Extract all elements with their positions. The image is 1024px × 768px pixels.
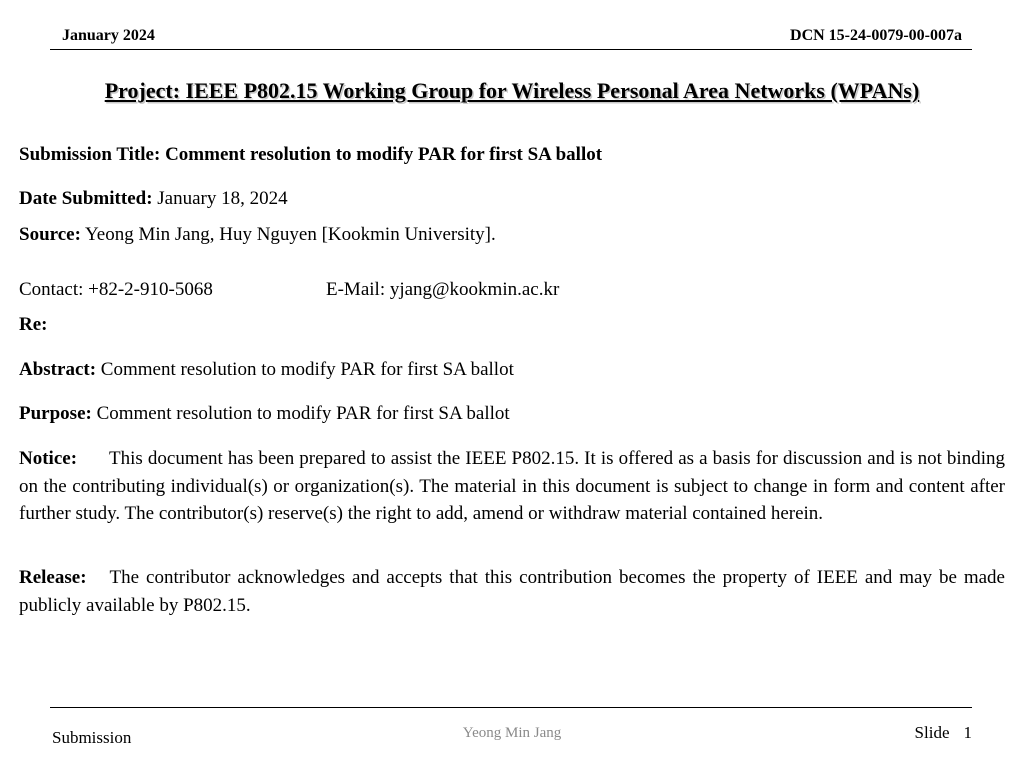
release-label: Release:: [19, 567, 87, 588]
purpose: [19, 402, 510, 426]
release: [19, 564, 1005, 619]
footer-divider: [50, 707, 972, 708]
footer-slide: [915, 723, 972, 743]
re: [19, 313, 47, 337]
contact-email: E-Mail: yjang@kookmin.ac.kr: [326, 279, 560, 300]
abstract-label: Abstract:: [19, 359, 97, 380]
contact-phone: Contact: +82-2-910-5068: [19, 279, 213, 300]
re-label: Re:: [19, 314, 48, 335]
source-label: Source:: [19, 224, 81, 245]
footer-slide-number: 1: [963, 723, 972, 742]
submission-title: [19, 143, 602, 167]
header-dcn: DCN 15-24-0079-00-007a: [790, 27, 962, 44]
footer-slide-label: Slide: [914, 723, 950, 742]
project-title: Project: IEEE P802.15 Working Group for Wireless Personal Area Networks (WPANs): [104, 78, 920, 103]
notice-label: Notice:: [19, 448, 78, 469]
footer-submission: Submission: [52, 728, 132, 747]
notice-text: This document has been prepared to assist the IEEE P802.15. It is offered as a basis for discussion and is not binding on the contributing individual(s) or organization(s). The material in this document is subject to change in form and content after further study. The contributor(s) reserve(s) the right to add, amend or withdraw material contained herein.: [19, 448, 1005, 524]
source-value: Yeong Min Jang, Huy Nguyen [Kookmin University].: [84, 224, 496, 245]
date-submitted: [19, 187, 288, 211]
date-submitted-value: January 18, 2024: [157, 188, 288, 209]
header-date: January 2024: [62, 27, 155, 44]
release-text: The contributor acknowledges and accepts that this contribution becomes the property of IEEE and may be made publicly available by P802.15.: [19, 567, 1005, 616]
purpose-label: Purpose:: [19, 403, 92, 424]
abstract-value: Comment resolution to modify PAR for first SA ballot: [100, 359, 514, 380]
date-submitted-label: Date Submitted:: [19, 188, 153, 209]
header-divider: [50, 49, 972, 50]
purpose-value: Comment resolution to modify PAR for first SA ballot: [96, 403, 510, 424]
notice: [19, 445, 1005, 528]
abstract: [19, 358, 514, 382]
footer-author: Yeong Min Jang: [462, 725, 562, 741]
submission-title-text: Submission Title: Comment resolution to modify PAR for first SA ballot: [19, 144, 603, 165]
source: [19, 223, 496, 247]
